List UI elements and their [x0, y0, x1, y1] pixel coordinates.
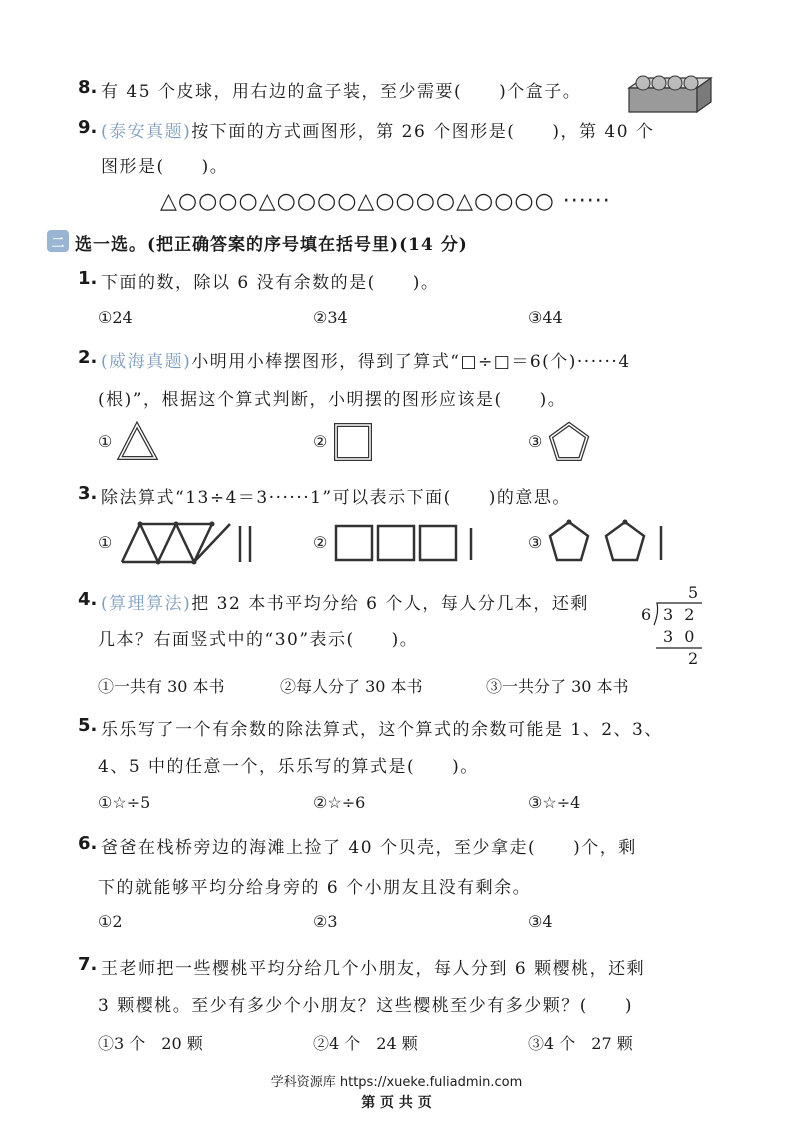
- division-product: 3 0: [663, 627, 698, 646]
- section-badge: 二: [47, 230, 69, 252]
- q9-text1: 按下面的方式画图形，第 26 个图形是( )，第 40 个: [191, 122, 655, 142]
- s3-number: 3.: [78, 483, 98, 504]
- s3-option-c: ③: [528, 533, 543, 552]
- q8-number: 8.: [78, 77, 98, 98]
- s2-text2: (根)”，根据这个算式判断，小明摆的图形应该是( )。: [98, 390, 567, 410]
- division-divisor: 6: [641, 605, 652, 624]
- q9-pattern: △○○○○△○○○○△○○○○△○○○○ ······: [160, 189, 611, 214]
- s2-tag: (威海真题): [101, 352, 192, 372]
- s4-number: 4.: [78, 589, 98, 610]
- stick-square-icon: [333, 422, 373, 462]
- s3-option-a: ①: [98, 533, 113, 552]
- s4-text1: 把 32 本书平均分给 6 个人，每人分几本，还剩: [191, 594, 589, 614]
- s3-text: 除法算式“13÷4＝3······1”可以表示下面( )的意思。: [101, 488, 571, 508]
- s4-option-b: ②每人分了 30 本书: [280, 677, 423, 696]
- s2-option-b: ②: [313, 432, 328, 451]
- q8-text: 有 45 个皮球，用右边的盒子装，至少需要( )个盒子。: [101, 82, 582, 102]
- s1-text: 下面的数，除以 6 没有余数的是( )。: [101, 273, 440, 293]
- s2-option-c: ③: [528, 432, 543, 451]
- section-title: 选一选。(把正确答案的序号填在括号里)(14 分): [75, 235, 468, 255]
- stick-triangle-icon: [117, 422, 159, 462]
- s6-option-c: ③4: [528, 912, 553, 931]
- ball-box-icon: [623, 72, 713, 116]
- s6-option-a: ①2: [98, 912, 123, 931]
- s6-option-b: ②3: [313, 912, 338, 931]
- s6-number: 6.: [78, 833, 98, 854]
- s1-option-b: ②34: [313, 308, 348, 327]
- s2-number: 2.: [78, 347, 98, 368]
- stick-triangles-icon: [118, 520, 258, 566]
- s1-option-a: ①24: [98, 308, 133, 327]
- q9-number: 9.: [78, 117, 98, 138]
- s7-option-c: ③4 个 27 颗: [528, 1034, 633, 1053]
- q9-text2: 图形是( )。: [101, 157, 229, 177]
- s4-option-c: ③一共分了 30 本书: [486, 677, 629, 696]
- s5-text1: 乐乐写了一个有余数的除法算式，这个算式的余数可能是 1、2、3、: [101, 720, 663, 740]
- s2-text1: 小明用小棒摆图形，得到了算式“□÷□＝6(个)······4: [191, 352, 631, 372]
- s5-option-b: ②☆÷6: [313, 793, 366, 812]
- s5-option-a: ①☆÷5: [98, 793, 151, 812]
- division-quotient: 5: [688, 583, 699, 602]
- stick-squares-icon: [333, 522, 478, 564]
- s4-line1: [101, 589, 589, 614]
- s7-text2: 3 颗樱桃。至少有多少个小朋友？这些樱桃至少有多少颗？( ): [98, 996, 633, 1016]
- division-remainder: 2: [688, 649, 699, 668]
- division-bracket: [652, 601, 704, 651]
- s7-option-a: ①3 个 20 颗: [98, 1034, 203, 1053]
- s2-option-a: ①: [98, 432, 113, 451]
- s2-line1: [101, 347, 631, 372]
- s6-text1: 爸爸在栈桥旁边的海滩上捡了 40 个贝壳，至少拿走( )个，剩: [101, 838, 637, 858]
- s4-option-a: ①一共有 30 本书: [98, 677, 225, 696]
- s6-text2: 下的就能够平均分给身旁的 6 个小朋友且没有剩余。: [98, 878, 532, 898]
- s3-option-b: ②: [313, 533, 328, 552]
- s7-number: 7.: [78, 954, 98, 975]
- q9-tag: (泰安真题): [101, 122, 192, 142]
- q9-line1: [101, 117, 654, 142]
- s7-option-b: ②4 个 24 颗: [313, 1034, 418, 1053]
- s7-text1: 王老师把一些樱桃平均分给几个小朋友，每人分到 6 颗樱桃，还剩: [101, 959, 646, 979]
- s5-option-c: ③☆÷4: [528, 793, 581, 812]
- footer-source: 学科资源库 https://xueke.fuliadmin.com: [270, 1075, 523, 1090]
- footer-page: 第 页 共 页: [361, 1095, 432, 1111]
- stick-pentagons-icon: [547, 518, 672, 566]
- s1-number: 1.: [78, 268, 98, 289]
- s4-text2: 几本？右面竖式中的“30”表示( )。: [98, 630, 419, 650]
- stick-pentagon-icon: [547, 420, 591, 464]
- s1-option-c: ③44: [528, 308, 563, 327]
- division-dividend: 3 2: [663, 605, 698, 624]
- s4-tag: (算理算法): [101, 594, 192, 614]
- s5-number: 5.: [78, 715, 98, 736]
- s5-text2: 4、5 中的任意一个，乐乐写的算式是( )。: [98, 757, 479, 777]
